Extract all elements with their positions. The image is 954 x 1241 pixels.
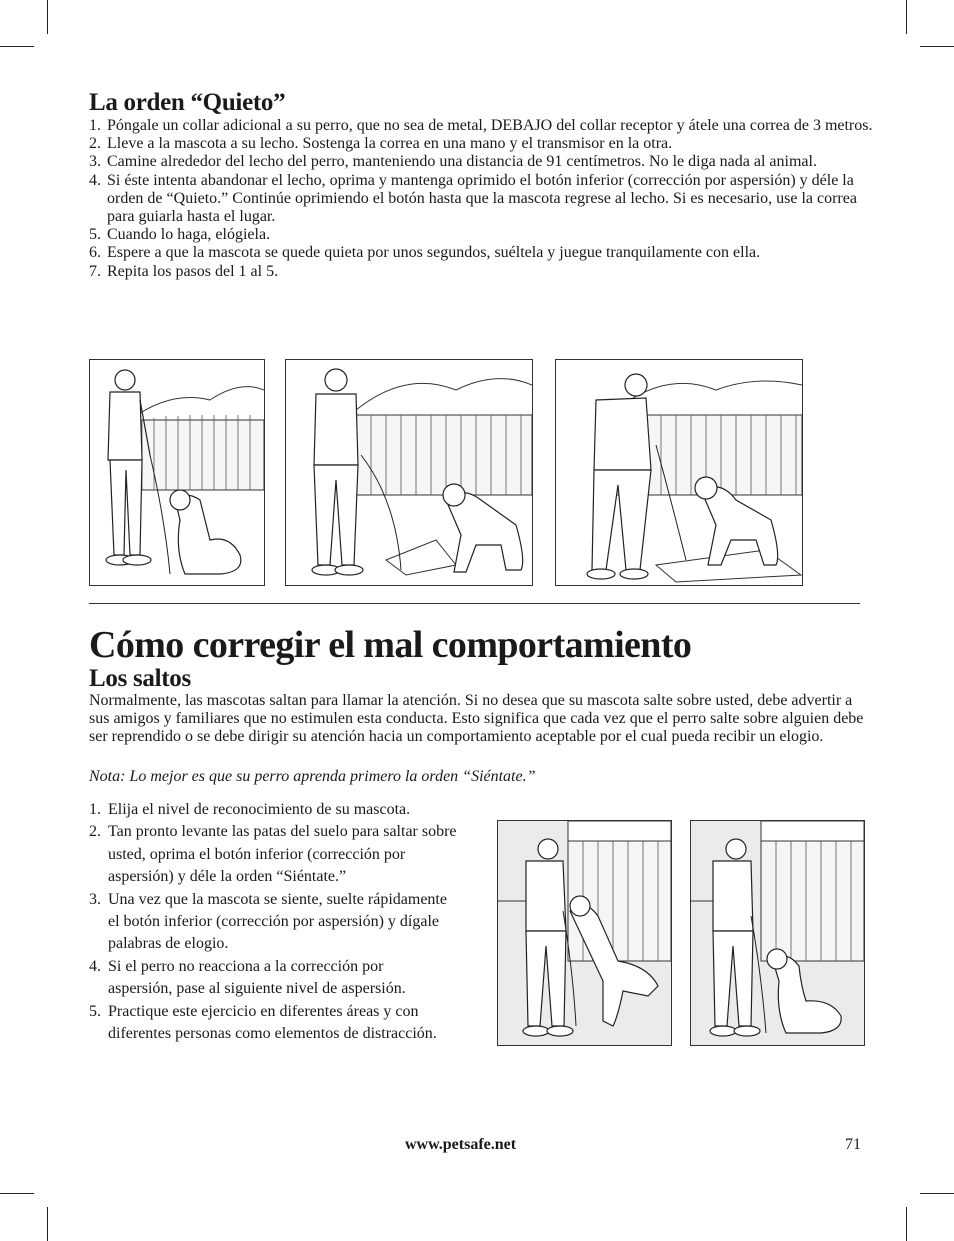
footer-url: www.petsafe.net [405, 1136, 517, 1153]
saltos-note: Nota: Lo mejor es que su perro aprenda primero la orden “Siéntate.” [89, 768, 536, 785]
list-item: 4. Si el perro no reacciona a la corrección por aspersión, pase al siguiente nivel de aspersión. [89, 957, 406, 998]
crop-mark [47, 0, 48, 34]
list-item: 3. Una vez que la mascota se siente, suelte rápidamente el botón inferior (corrección por aspersión) y dígale palabras de elogio. [89, 890, 447, 953]
illustration-man-bending-dog [555, 359, 803, 586]
saltos-steps [89, 799, 481, 1045]
quieto-steps [89, 117, 874, 281]
subsection-title-saltos: Los saltos [89, 665, 191, 692]
section-divider [89, 603, 860, 604]
crop-mark [0, 1193, 34, 1194]
crop-mark [920, 46, 954, 47]
list-item: 4. Si éste intenta abandonar el lecho, oprima y mantenga oprimido el botón inferior (corrección por aspersión) y déle la orden de “Quieto.” Continúe oprimiendo el botón hasta que la mascota regrese al lecho. Si es necesario, use la correa para guiarla hasta el lugar. [89, 171, 857, 226]
crop-mark [906, 1207, 907, 1241]
crop-mark [906, 0, 907, 34]
list-item: 2. Lleve a la mascota a su lecho. Sostenga la correa en una mano y el transmisor en la otra. [89, 135, 673, 153]
list-item: 1. Elija el nivel de reconocimiento de su mascota. [89, 801, 411, 818]
crop-mark [47, 1207, 48, 1241]
list-item: 7. Repita los pasos del 1 al 5. [89, 262, 279, 280]
crop-mark [920, 1193, 954, 1194]
crop-mark [0, 46, 34, 47]
section-title-quieto: La orden “Quieto” [89, 89, 286, 116]
saltos-intro: Normalmente, las mascotas saltan para llamar la atención. Si no desea que su mascota salte sobre usted, debe advertir a sus amigos y familiares que no estimulen esta conducta. Esto significa que cada vez que el perro salte sobre alguien debe ser reprendido o se debe dirigir su atención hacia un comportamiento aceptable por el cual pueda recibir un elogio. [89, 692, 864, 746]
list-item: 2. Tan pronto levante las patas del suelo para saltar sobre usted, oprima el botón inferior (corrección por aspersión) y déle la orden “Siéntate.” [89, 823, 457, 886]
page-number: 71 [845, 1136, 861, 1153]
illustration-dog-jumping [497, 820, 672, 1046]
list-item: 5. Cuando lo haga, elógiela. [89, 226, 271, 244]
illustration-dog-sitting [690, 820, 865, 1046]
list-item: 5. Practique este ejercicio en diferentes áreas y con diferentes personas como elementos de distracción. [89, 1002, 437, 1043]
illustration-man-dog-sitting [89, 359, 265, 586]
section-title-corregir: Cómo corregir el mal comportamiento [89, 624, 692, 666]
list-item: 1. Póngale un collar adicional a su perro, que no sea de metal, DEBAJO del collar receptor y átele una correa de 3 metros. [89, 117, 873, 134]
illustration-man-dog-walking [285, 359, 533, 586]
list-item: 3. Camine alrededor del lecho del perro, manteniendo una distancia de 91 centímetros. No le diga nada al animal. [89, 153, 817, 171]
list-item: 6. Espere a que la mascota se quede quieta por unos segundos, suéltela y juegue tranquilamente con ella. [89, 244, 761, 262]
